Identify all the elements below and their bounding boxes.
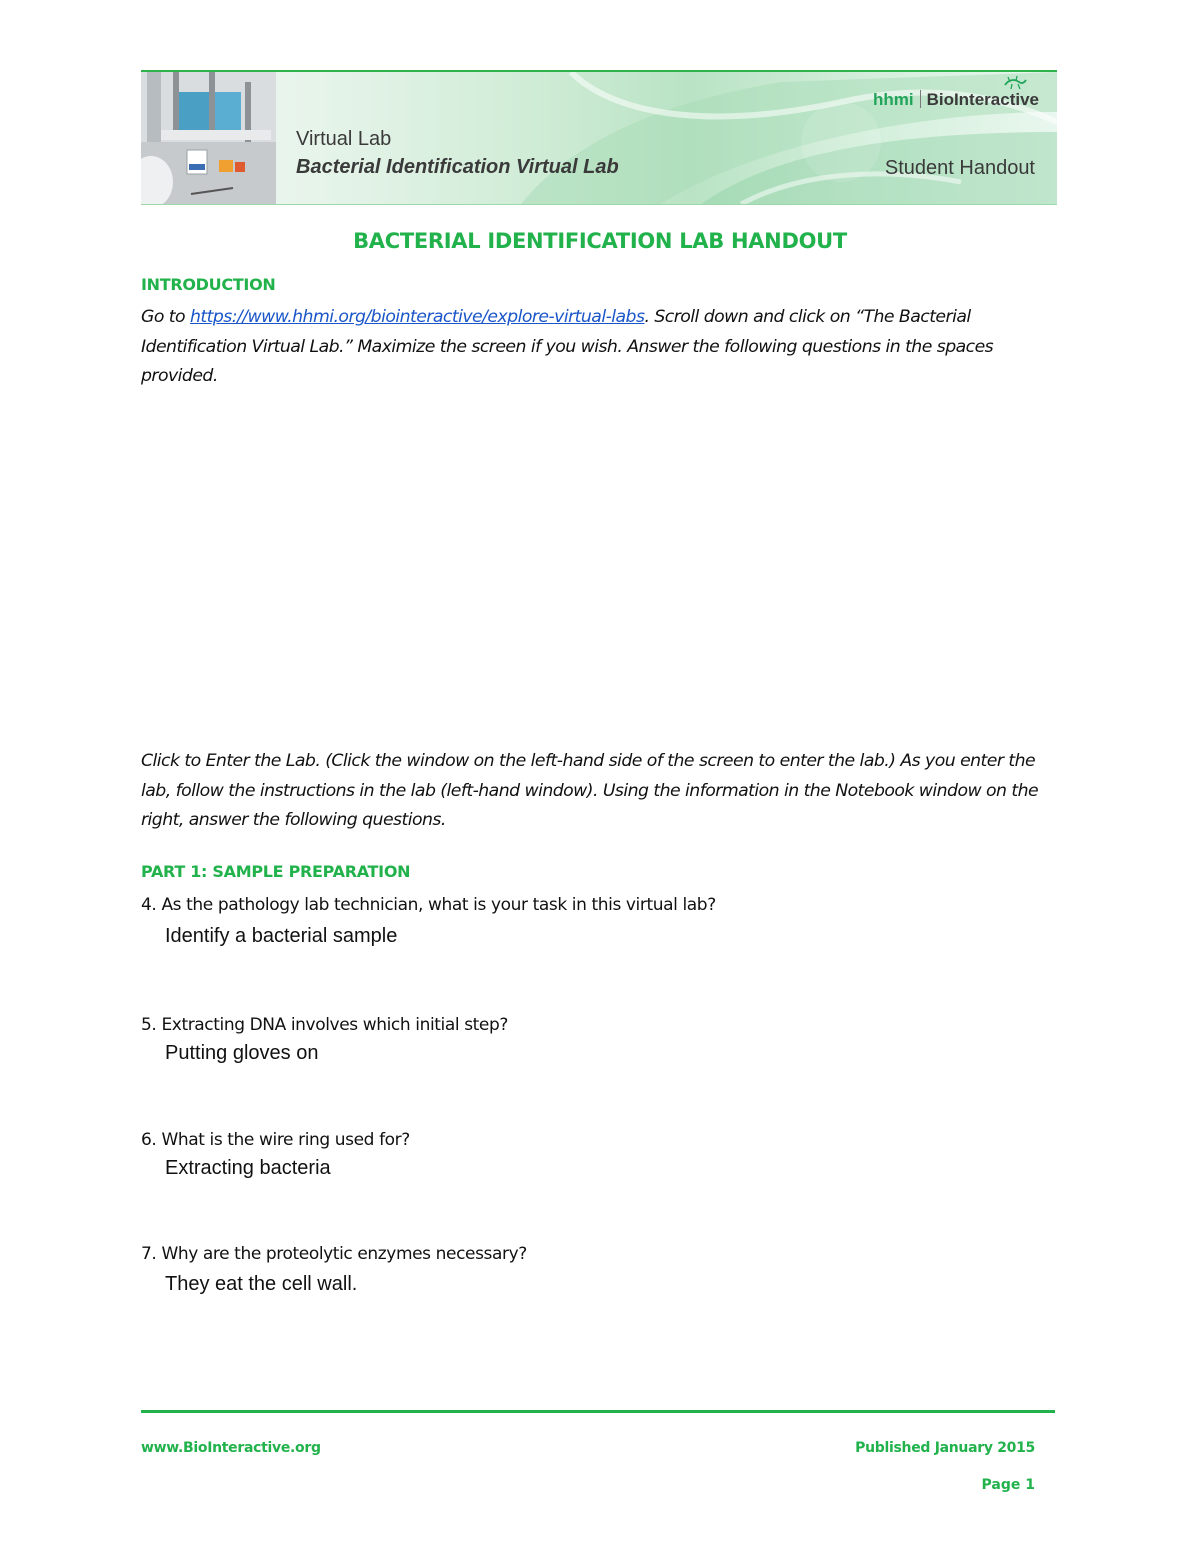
question-number: 4 [141,895,152,915]
banner-subtitle: Virtual Lab [296,128,392,150]
question-number: 6 [141,1130,152,1150]
introduction-heading: INTRODUCTION [141,275,276,294]
question-text: Extracting DNA involves which initial step? [161,1015,508,1035]
question-7: 7. Why are the proteolytic enzymes necessary? [141,1244,527,1264]
question-number: 7 [141,1244,152,1264]
document-title: BACTERIAL IDENTIFICATION LAB HANDOUT [353,229,847,253]
logo-divider [920,90,921,108]
logo-biointeractive-text: BioInteractive [926,90,1039,109]
banner-lab-name: Bacterial Identification Virtual Lab [296,156,619,178]
lizard-logo-icon [1003,75,1027,91]
logo-hhmi-text: hhmi [872,90,914,109]
question-number: 5 [141,1015,152,1035]
answer-6[interactable]: Extracting bacteria [165,1157,331,1179]
answer-5[interactable]: Putting gloves on [165,1042,319,1064]
introduction-paragraph [141,303,1061,392]
question-text: As the pathology lab technician, what is your task in this virtual lab? [161,895,716,915]
enter-lab-paragraph: Click to Enter the Lab. (Click the window on the left-hand side of the screen to enter the lab.) As you enter the lab, follow the instructions in the lab (left-hand window). Using the information in the Notebook window on the right, answer the following questions. [141,751,1039,830]
question-6: 6. What is the wire ring used for? [141,1130,410,1150]
answer-7[interactable]: They eat the cell wall. [165,1273,358,1295]
footer-website: www.BioInteractive.org [141,1440,321,1456]
question-text: Why are the proteolytic enzymes necessary? [161,1244,527,1264]
footer-page-number: Page 1 [981,1477,1035,1493]
footer-divider [141,1410,1055,1413]
hhmi-biointeractive-logo [873,90,1039,110]
intro-text-before-link: Go to [141,307,190,327]
question-text: What is the wire ring used for? [161,1130,410,1150]
virtual-lab-thumbnail-image [141,72,276,204]
question-4: 4. As the pathology lab technician, what is your task in this virtual lab? [141,895,716,915]
header-banner [141,70,1057,205]
part1-heading: PART 1: SAMPLE PREPARATION [141,862,411,881]
student-handout-label: Student Handout [884,157,1035,179]
virtual-labs-link[interactable]: https://www.hhmi.org/biointeractive/explore-virtual-labs [190,307,645,327]
question-5: 5. Extracting DNA involves which initial step? [141,1015,508,1035]
answer-4[interactable]: Identify a bacterial sample [165,925,398,947]
footer-published-date: Published January 2015 [855,1440,1035,1456]
intro-text-after-link: . Scroll down and click on “The Bacterial Identification Virtual Lab.” Maximize the screen if you wish. Answer the following questions in the spaces provided. [141,307,994,386]
